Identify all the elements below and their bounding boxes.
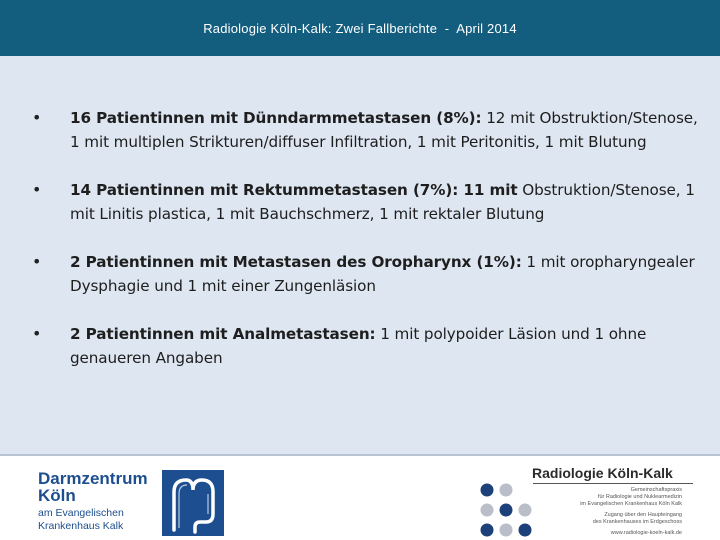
bullet-marker: •: [32, 108, 42, 127]
colon-logo-icon: [162, 470, 224, 536]
bullet-item: [30, 250, 700, 298]
bullet-marker: •: [32, 324, 42, 343]
radiologie-dots-logo-icon: [478, 482, 534, 540]
bullet-item: [30, 322, 700, 370]
radiologie-divider: [533, 483, 693, 484]
bullet-detail: Obstruktion/Stenose, 1 mit Linitis plastica, 1 mit Bauchschmerz, 1 mit rektaler Blutung: [70, 181, 695, 223]
radiologie-line-5: des Krankenhauses im Erdgeschoss: [592, 519, 682, 525]
radiologie-line-4: Zugang über den Haupteingang: [604, 512, 682, 518]
bullet-item: [30, 178, 700, 226]
bullet-detail: 1 mit oropharyngealer Dysphagie und 1 mit einer Zungenläsion: [70, 253, 695, 295]
bullet-text: [70, 322, 700, 370]
bullet-bold: 16 Patientinnen mit Dünndarmmetastasen (8%):: [70, 109, 482, 127]
radiologie-title: Radiologie Köln-Kalk: [532, 465, 673, 481]
slide-content: [0, 56, 720, 454]
radiologie-line-3: im Evangelischen Krankenhaus Köln Kalk: [580, 501, 682, 507]
slide-header: [0, 0, 720, 56]
radiologie-website: www.radiologie-koeln-kalk.de: [610, 530, 682, 536]
bullet-text: [70, 106, 700, 154]
bullet-item: [30, 106, 700, 154]
bullet-marker: •: [32, 252, 42, 271]
bullet-text: [70, 250, 700, 298]
slide-title: Radiologie Köln-Kalk: Zwei Fallberichte - April 2014: [203, 20, 517, 36]
darmzentrum-city: Köln: [38, 486, 76, 505]
slide-footer: [0, 454, 720, 540]
bullet-bold: 2 Patientinnen mit Analmetastasen:: [70, 325, 376, 343]
darmzentrum-sub-1: am Evangelischen: [38, 507, 124, 519]
bullet-marker: •: [32, 180, 42, 199]
bullet-detail: 1 mit polypoider Läsion und 1 ohne genaueren Angaben: [70, 325, 647, 367]
darmzentrum-sub-2: Krankenhaus Kalk: [38, 520, 124, 532]
radiologie-line-2: für Radiologie und Nuklearmedizin: [597, 494, 682, 500]
darmzentrum-name: Darmzentrum: [38, 469, 148, 488]
bullet-detail: 12 mit Obstruktion/Stenose, 1 mit multiplen Strikturen/diffuser Infiltration, 1 mit Peritonitis, 1 mit Blutung: [70, 109, 698, 151]
bullet-bold: 2 Patientinnen mit Metastasen des Oropharynx (1%):: [70, 253, 522, 271]
bullet-text: [70, 178, 700, 226]
darmzentrum-logo-text: [38, 470, 148, 533]
radiologie-line-1: Gemeinschaftspraxis: [630, 487, 682, 493]
bullet-bold: 14 Patientinnen mit Rektummetastasen (7%): 11 mit: [70, 181, 518, 199]
bullet-list: [30, 106, 700, 394]
